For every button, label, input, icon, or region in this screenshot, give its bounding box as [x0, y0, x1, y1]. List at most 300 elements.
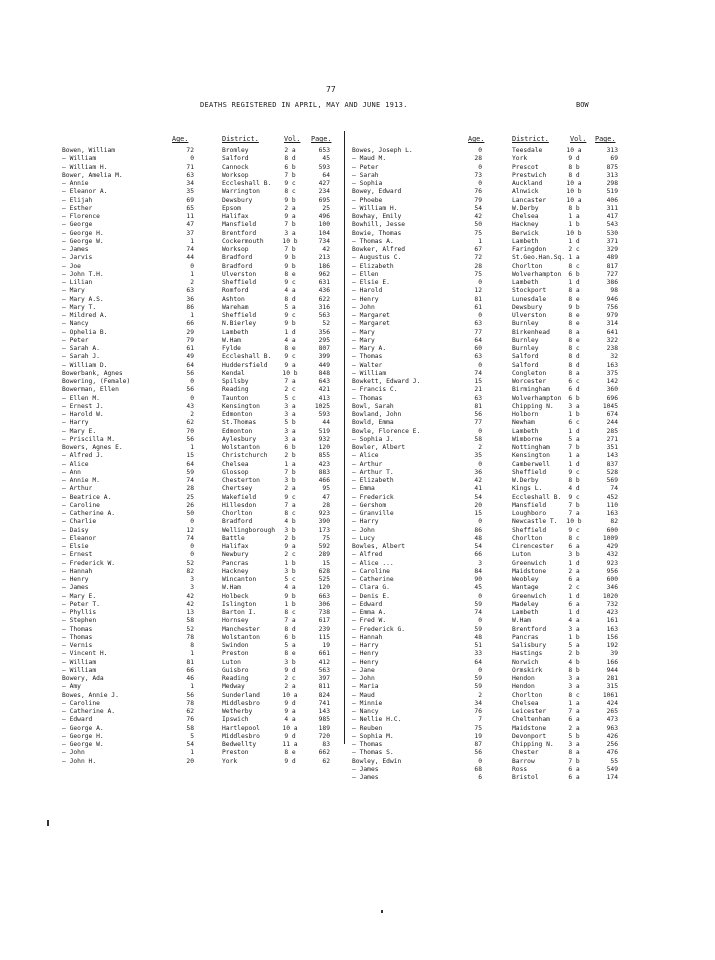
entry-name: — Ann	[62, 468, 81, 476]
entry-age: 44	[186, 254, 194, 262]
index-entry-row	[352, 535, 622, 543]
entry-volume: 1 a	[284, 460, 296, 468]
entry-page: 811	[318, 683, 330, 691]
entry-district: Chelsea	[512, 213, 539, 220]
header-page-right: Page.	[595, 135, 616, 143]
index-entry-row	[62, 155, 332, 163]
entry-page: 316	[318, 303, 330, 311]
entry-age: 0	[478, 617, 482, 625]
entry-name: Bowerman, Ellen	[62, 386, 119, 394]
entry-page: 528	[606, 468, 618, 476]
entry-district: Madeley	[512, 600, 539, 608]
entry-age: 33	[474, 650, 482, 658]
entry-volume: 9 c	[284, 493, 296, 501]
entry-age: 37	[186, 229, 194, 237]
entry-age: 77	[474, 419, 482, 427]
entry-name: Bowhill, Jesse	[352, 221, 406, 229]
entry-district: Eccleshall B.	[512, 493, 562, 501]
entry-district: Cheltenham	[512, 716, 550, 724]
entry-volume: 2 c	[284, 675, 296, 682]
entry-page: 315	[606, 683, 618, 691]
entry-volume: 10 a	[282, 691, 298, 699]
index-entry-row	[352, 395, 622, 403]
entry-district: Berwick	[512, 229, 539, 237]
entry-page: 1020	[602, 592, 618, 600]
entry-age: 35	[474, 452, 482, 460]
entry-district: Luton	[222, 658, 241, 666]
entry-age: 59	[474, 625, 482, 633]
entry-name: — William H.	[352, 204, 398, 212]
entry-volume: 7 b	[284, 246, 296, 253]
entry-page: 663	[318, 592, 330, 600]
entry-district: Kensington	[222, 402, 260, 410]
entry-volume: 1 b	[568, 411, 580, 418]
entry-district: Reading	[222, 386, 249, 394]
entry-volume: 1 a	[568, 699, 580, 707]
entry-volume: 1 d	[284, 328, 296, 336]
entry-age: 48	[474, 534, 482, 542]
entry-name: — Harry	[62, 419, 89, 427]
index-entry-row	[62, 370, 332, 378]
entry-district: Hendon	[512, 675, 535, 682]
entry-district: Epsom	[222, 204, 241, 212]
entry-volume: 10 a	[566, 196, 582, 204]
entry-name: Bowes, Annie J.	[62, 691, 119, 699]
index-entry-row	[352, 650, 622, 658]
entry-name: — Arthur	[62, 485, 93, 493]
entry-name: — Thomas	[62, 625, 93, 633]
entry-age: 13	[186, 609, 194, 616]
entry-name: — Edward	[352, 600, 383, 608]
entry-district: Salisbury	[512, 642, 547, 649]
entry-name: — Henry	[62, 576, 89, 583]
entry-name: — Frederick G.	[352, 625, 406, 633]
entry-name: — Peter	[352, 163, 379, 171]
entry-district: Salford	[512, 361, 539, 369]
entry-page: 423	[318, 460, 330, 468]
entry-volume: 8 b	[568, 666, 580, 674]
entry-age: 81	[474, 295, 482, 303]
entry-district: Wolverhampton	[512, 270, 562, 278]
entry-volume: 6 b	[284, 163, 296, 171]
entry-name: — Thomas	[352, 353, 383, 361]
index-entry-row	[352, 725, 622, 733]
entry-name: — John	[62, 749, 85, 757]
entry-name: — Elsie E.	[352, 279, 390, 286]
entry-volume: 7 b	[284, 171, 296, 179]
entry-age: 79	[474, 196, 482, 204]
entry-page: 466	[318, 477, 330, 484]
entry-page: 417	[606, 213, 618, 220]
entry-page: 519	[318, 427, 330, 435]
entry-age: 12	[186, 526, 194, 534]
entry-district: Spilsby	[222, 378, 249, 385]
entry-age: 2	[478, 691, 482, 699]
entry-age: 56	[186, 386, 194, 394]
index-entry-row	[352, 741, 622, 749]
entry-age: 50	[186, 510, 194, 517]
entry-page: 213	[318, 254, 330, 262]
entry-name: — Sarah A.	[62, 345, 100, 352]
entry-district: Norwich	[512, 658, 539, 666]
entry-page: 166	[606, 658, 618, 666]
entry-district: Medway	[222, 683, 245, 691]
entry-name: — Nancy	[62, 320, 89, 328]
entry-district: Wimborne	[512, 435, 543, 443]
header-age-left: Age.	[172, 135, 189, 143]
entry-name: Bowerbank, Agnes	[62, 369, 123, 377]
entry-name: — George W.	[62, 741, 104, 748]
entry-district: Manchester	[222, 625, 260, 633]
index-entry-row	[62, 659, 332, 667]
right-column	[352, 147, 622, 782]
entry-district: Dewsbury	[222, 196, 253, 204]
entry-age: 1	[478, 237, 482, 245]
entry-page: 82	[610, 518, 618, 526]
entry-name: — Ellen M.	[62, 394, 100, 402]
entry-age: 1	[190, 650, 194, 658]
entry-age: 41	[474, 485, 482, 493]
entry-page: 641	[606, 328, 618, 336]
entry-district: Lancaster	[512, 196, 547, 204]
entry-age: 87	[474, 741, 482, 748]
entry-name: — Francis C.	[352, 386, 398, 394]
entry-district: Worksop	[222, 171, 249, 179]
entry-age: 0	[190, 155, 194, 163]
entry-name: — Ernest J.	[62, 402, 104, 410]
entry-name: — Elsie	[62, 543, 89, 550]
index-entry-row	[62, 601, 332, 609]
entry-age: 73	[474, 171, 482, 179]
entry-name: — Catherine A.	[62, 510, 116, 517]
entry-page: 104	[318, 229, 330, 237]
entry-age: 64	[186, 361, 194, 369]
index-entry-row	[62, 683, 332, 691]
entry-volume: 8 d	[568, 353, 580, 361]
index-entry-row	[62, 296, 332, 304]
entry-name: — Catherine	[352, 576, 394, 583]
entry-district: Worksop	[222, 246, 249, 253]
entry-page: 661	[318, 650, 330, 658]
index-entry-row	[352, 180, 622, 188]
entry-page: 52	[322, 320, 330, 328]
entry-name: — Ellen	[352, 270, 379, 278]
entry-page: 285	[606, 427, 618, 435]
entry-volume: 8 d	[568, 361, 580, 369]
entry-district: Lambeth	[222, 328, 249, 336]
entry-district: Wolverhampton	[512, 394, 562, 402]
entry-name: — Maud	[352, 691, 375, 699]
entry-volume: 8 a	[568, 369, 580, 377]
entry-page: 173	[318, 526, 330, 534]
entry-volume: 10 b	[566, 229, 582, 237]
entry-age: 71	[186, 163, 194, 171]
entry-name: Bower, Amelia M.	[62, 171, 123, 179]
entry-age: 0	[190, 394, 194, 402]
index-entry-row	[352, 205, 622, 213]
entry-name: — Sarah J.	[62, 353, 100, 361]
entry-volume: 9 b	[284, 592, 296, 600]
index-entry-row	[62, 749, 332, 757]
entry-age: 54	[474, 493, 482, 501]
entry-volume: 9 a	[284, 213, 296, 220]
index-entry-row	[352, 568, 622, 576]
entry-age: 11	[186, 213, 194, 220]
entry-page: 429	[606, 543, 618, 550]
entry-name: Bowes, Joseph L.	[352, 147, 413, 154]
entry-district: Hillesdon	[222, 501, 257, 509]
entry-volume: 8 b	[568, 477, 580, 484]
entry-age: 58	[474, 435, 482, 443]
index-entry-row	[352, 337, 622, 345]
index-entry-row	[62, 461, 332, 469]
index-entry-row	[352, 642, 622, 650]
index-entry-row	[352, 452, 622, 460]
entry-district: Cirencester	[512, 543, 554, 550]
entry-page: 74	[610, 485, 618, 493]
entry-district: Ulverston	[512, 312, 547, 319]
entry-district: Sheffield	[222, 279, 257, 286]
index-entry-row	[352, 353, 622, 361]
entry-page: 824	[318, 691, 330, 699]
entry-name: — John	[352, 303, 375, 311]
entry-name: Bowering, (Female)	[62, 378, 131, 385]
entry-page: 496	[318, 213, 330, 220]
entry-volume: 3 a	[568, 402, 580, 410]
entry-volume: 10 b	[566, 518, 582, 526]
entry-age: 59	[474, 675, 482, 682]
index-entry-row	[62, 551, 332, 559]
index-entry-row	[352, 246, 622, 254]
left-column	[62, 147, 332, 766]
index-entry-row	[62, 560, 332, 568]
entry-name: — William	[62, 658, 97, 666]
entry-district: Bedwellty	[222, 741, 257, 748]
entry-volume: 1 a	[568, 254, 580, 262]
entry-age: 63	[474, 320, 482, 328]
entry-name: — Harold W.	[62, 411, 104, 418]
entry-age: 42	[474, 213, 482, 220]
entry-name: Bowle, Florence E.	[352, 427, 421, 435]
entry-page: 695	[318, 196, 330, 204]
entry-age: 35	[186, 188, 194, 196]
entry-age: 74	[186, 246, 194, 253]
entry-district: Mansfield	[222, 221, 257, 229]
entry-name: — Peter T.	[62, 600, 100, 608]
entry-age: 90	[474, 576, 482, 583]
index-entry-row	[62, 609, 332, 617]
entry-volume: 9 b	[284, 254, 296, 262]
entry-age: 58	[186, 617, 194, 625]
entry-volume: 4 a	[284, 584, 296, 592]
entry-page: 1061	[602, 691, 618, 699]
index-entry-row	[62, 584, 332, 592]
entry-district: Wetherby	[222, 708, 253, 715]
entry-age: 49	[186, 353, 194, 361]
entry-age: 65	[186, 204, 194, 212]
entry-volume: 3 b	[284, 526, 296, 534]
entry-district: Barrow	[512, 757, 535, 765]
entry-name: — Nancy	[352, 708, 379, 715]
entry-volume: 5 a	[284, 642, 296, 649]
entry-page: 399	[318, 353, 330, 361]
index-entry-row	[62, 576, 332, 584]
index-entry-row	[352, 494, 622, 502]
index-entry-row	[352, 329, 622, 337]
entry-age: 76	[186, 716, 194, 724]
entry-age: 34	[474, 699, 482, 707]
entry-page: 83	[322, 741, 330, 748]
entry-name: Bowers, Agnes E.	[62, 444, 123, 451]
entry-age: 59	[474, 600, 482, 608]
entry-volume: 6 c	[568, 419, 580, 427]
entry-volume: 6 b	[284, 633, 296, 641]
entry-district: W.Derby	[512, 204, 539, 212]
entry-volume: 8 c	[568, 534, 580, 542]
entry-page: 120	[318, 584, 330, 592]
entry-page: 855	[318, 452, 330, 460]
entry-name: — Augustus C.	[352, 254, 402, 262]
entry-volume: 9 c	[284, 180, 296, 187]
entry-name: — Vincent H.	[62, 650, 108, 658]
entry-volume: 2 a	[284, 147, 296, 154]
entry-name: — Amy	[62, 683, 81, 691]
entry-district: Sheffield	[222, 312, 257, 319]
entry-age: 75	[474, 724, 482, 732]
entry-district: Holborn	[512, 411, 539, 418]
index-entry-row	[352, 716, 622, 724]
entry-volume: 3 a	[284, 435, 296, 443]
entry-page: 44	[322, 419, 330, 427]
entry-age: 1	[190, 683, 194, 691]
entry-district: Wakefield	[222, 493, 257, 501]
entry-volume: 8 d	[568, 171, 580, 179]
entry-age: 0	[478, 180, 482, 187]
entry-volume: 5 a	[568, 642, 580, 649]
entry-age: 20	[186, 757, 194, 765]
index-entry-row	[62, 353, 332, 361]
entry-district: Congleton	[512, 369, 547, 377]
index-entry-row	[62, 634, 332, 642]
entry-volume: 9 c	[568, 526, 580, 534]
entry-page: 807	[318, 345, 330, 352]
index-entry-row	[62, 477, 332, 485]
entry-volume: 4 a	[284, 716, 296, 724]
entry-volume: 4 b	[284, 518, 296, 526]
index-entry-row	[352, 362, 622, 370]
entry-district: Salford	[512, 353, 539, 361]
header-vol-left: Vol.	[284, 135, 301, 143]
entry-volume: 2 c	[284, 386, 296, 394]
entry-page: 473	[606, 716, 618, 724]
entry-page: 360	[606, 386, 618, 394]
entry-volume: 2 a	[284, 683, 296, 691]
index-entry-row	[62, 238, 332, 246]
index-entry-row	[62, 428, 332, 436]
entry-name: — Jane	[352, 666, 375, 674]
index-entry-row	[62, 362, 332, 370]
entry-district: W.Derby	[512, 477, 539, 484]
entry-district: Eccleshall B.	[222, 353, 272, 361]
entry-name: — Frederick W.	[62, 559, 116, 567]
index-entry-row	[352, 502, 622, 510]
entry-page: 720	[318, 732, 330, 740]
entry-district: Hendon	[512, 683, 535, 691]
entry-age: 46	[186, 675, 194, 682]
index-entry-row	[352, 560, 622, 568]
entry-volume: 1 d	[568, 279, 580, 286]
entry-name: — Thomas	[352, 394, 383, 402]
entry-age: 2	[190, 279, 194, 286]
entry-name: Bowen, William	[62, 147, 116, 154]
entry-volume: 8 e	[568, 320, 580, 328]
entry-volume: 4 a	[568, 617, 580, 625]
entry-district: York	[222, 757, 238, 765]
index-entry-row	[352, 263, 622, 271]
entry-volume: 6 a	[568, 600, 580, 608]
entry-volume: 6 b	[284, 444, 296, 451]
entry-district: Hartlepool	[222, 724, 260, 732]
index-entry-row	[62, 395, 332, 403]
entry-district: Chorlton	[222, 510, 253, 517]
entry-district: Huddersfield	[222, 361, 268, 369]
entry-district: Burnley	[512, 345, 539, 352]
entry-page: 756	[606, 303, 618, 311]
entry-district: Ipswich	[222, 716, 249, 724]
entry-district: Greenwich	[512, 559, 547, 567]
entry-page: 923	[318, 510, 330, 517]
entry-page: 110	[606, 501, 618, 509]
entry-page: 727	[606, 270, 618, 278]
entry-volume: 8 c	[284, 609, 296, 616]
entry-age: 15	[474, 378, 482, 385]
entry-age: 8	[190, 642, 194, 649]
entry-name: — Annie M.	[62, 477, 100, 484]
index-entry-row	[62, 205, 332, 213]
entry-name: Bowery, Ada	[62, 675, 104, 682]
entry-name: — Harry	[352, 518, 379, 526]
entry-district: Burnley	[512, 336, 539, 344]
entry-name: — Mary A.	[352, 345, 387, 352]
entry-volume: 1 b	[284, 559, 296, 567]
entry-age: 5	[190, 732, 194, 740]
entry-volume: 10 a	[566, 147, 582, 154]
entry-district: Camberwell	[512, 460, 550, 468]
entry-page: 883	[318, 468, 330, 476]
index-entry-row	[352, 164, 622, 172]
entry-age: 7	[478, 716, 482, 724]
entry-page: 314	[606, 320, 618, 328]
index-entry-row	[352, 659, 622, 667]
entry-volume: 9 d	[284, 666, 296, 674]
entry-age: 69	[186, 196, 194, 204]
entry-page: 525	[318, 576, 330, 583]
entry-age: 48	[474, 633, 482, 641]
entry-district: Cockermouth	[222, 237, 264, 245]
entry-district: Taunton	[222, 394, 249, 402]
entry-age: 74	[186, 477, 194, 484]
entry-name: — Caroline	[352, 567, 390, 575]
entry-age: 12	[474, 287, 482, 295]
index-entry-row	[62, 502, 332, 510]
index-entry-row	[352, 609, 622, 617]
entry-volume: 3 b	[568, 551, 580, 559]
entry-volume: 7 b	[568, 501, 580, 509]
entry-name: — Elizabeth	[352, 477, 394, 484]
entry-name: — Mary	[62, 287, 85, 295]
entry-page: 985	[318, 716, 330, 724]
index-entry-row	[352, 320, 622, 328]
